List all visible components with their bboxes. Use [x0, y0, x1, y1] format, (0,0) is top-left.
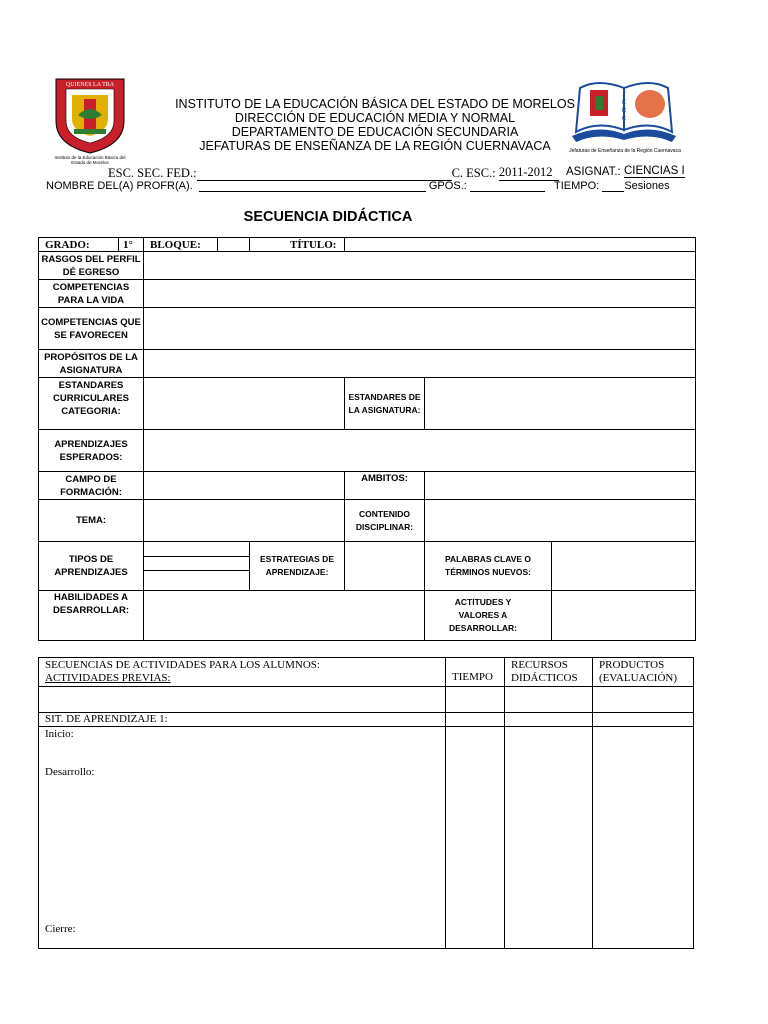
propositos-label: PROPÓSITOS DE LA ASIGNATURA: [39, 350, 144, 378]
svg-text:QUIENES LA TRA: QUIENES LA TRA: [65, 82, 115, 88]
tiempo-field[interactable]: [602, 179, 624, 192]
c-esc-value[interactable]: 2011-2012: [498, 165, 553, 179]
gpos-label: GPOS.:: [428, 180, 467, 192]
estandares-asignatura-label: ESTANDARES DE LA ASIGNATURA:: [345, 378, 425, 430]
bloque-label: BLOQUE:: [144, 238, 218, 252]
palabras-field[interactable]: [552, 542, 696, 591]
grado-label: GRADO:: [39, 238, 119, 252]
aprendizajes-field[interactable]: [144, 430, 696, 472]
sesiones-label: Sesiones: [624, 180, 670, 192]
nombre-label: NOMBRE DEL(A) PROFR(A).: [46, 180, 193, 192]
region-name: JEFATURAS DE ENSEÑANZA DE LA REGIÓN CUERNAVACA: [199, 139, 551, 153]
previas-productos-field[interactable]: [593, 687, 694, 713]
rasgos-field[interactable]: [144, 252, 696, 280]
activities-table: [38, 657, 694, 949]
right-logo-caption: Jefaturas de Enseñanza de la Región Cuernavaca: [569, 148, 681, 154]
cierre-label: Cierre:: [45, 923, 76, 935]
previas-label: ACTIVIDADES PREVIAS:: [45, 672, 171, 684]
titulo-field[interactable]: [345, 238, 696, 252]
tiempo-header: TIEMPO: [446, 658, 505, 687]
teacher-line: [46, 179, 670, 192]
tipos-label: TIPOS DE APRENDIZAJES: [39, 542, 144, 591]
tema-label: TEMA:: [39, 500, 144, 542]
c-esc-label: C. ESC.:: [451, 166, 496, 180]
competencias-favorecen-field[interactable]: [144, 308, 696, 350]
esc-sec-fed-label: ESC. SEC. FED.:: [108, 166, 197, 180]
competencias-vida-label: COMPETENCIAS PARA LA VIDA: [39, 280, 144, 308]
ieb-seal-logo: [50, 75, 130, 165]
planning-table: [38, 237, 696, 641]
previas-recursos-field[interactable]: [505, 687, 593, 713]
habilidades-field[interactable]: [144, 591, 425, 641]
aprendizajes-label: APRENDIZAJES ESPERADOS:: [39, 430, 144, 472]
estrategias-field[interactable]: [345, 542, 425, 591]
jerc-logo: [568, 74, 680, 158]
gpos-field[interactable]: [470, 179, 545, 192]
direction-name: DIRECCIÓN DE EDUCACIÓN MEDIA Y NORMAL: [234, 111, 516, 125]
estandares-curriculares-field[interactable]: [144, 378, 345, 430]
competencias-vida-field[interactable]: [144, 280, 696, 308]
inicio-label: Inicio:: [45, 728, 74, 740]
sit-productos-cell: [593, 713, 694, 727]
rasgos-label: RASGOS DEL PERFIL DÉ EGRESO: [39, 252, 144, 280]
recursos-header: RECURSOS DIDÁCTICOS: [505, 658, 593, 687]
page-title: SECUENCIA DIDÁCTICA: [243, 209, 413, 225]
left-logo-caption: Instituto de la Educación Básica del Estado de Morelos: [54, 155, 126, 165]
nombre-field[interactable]: [199, 179, 426, 192]
previas-tiempo-field[interactable]: [446, 687, 505, 713]
tipos-field[interactable]: [144, 542, 250, 591]
tiempo-label: TIEMPO:: [554, 180, 600, 192]
estandares-asignatura-field[interactable]: [425, 378, 696, 430]
contenido-field[interactable]: [425, 500, 696, 542]
sit-recursos-field[interactable]: [505, 727, 593, 949]
grado-value[interactable]: 1°: [119, 238, 144, 252]
ambitos-field[interactable]: [425, 472, 696, 500]
tema-field[interactable]: [144, 500, 345, 542]
competencias-favorecen-label: COMPETENCIAS QUE SE FAVORECEN: [39, 308, 144, 350]
bloque-field[interactable]: [218, 238, 250, 252]
contenido-label: CONTENIDO DISCIPLINAR:: [345, 500, 425, 542]
actitudes-label: ACTITUDES Y VALORES A DESARROLLAR:: [425, 591, 552, 641]
campo-label: CAMPO DE FORMACIÓN:: [39, 472, 144, 500]
department-name: DEPARTAMENTO DE EDUCACIÓN SECUNDARIA: [231, 125, 519, 139]
asignat-label: ASIGNAT.:: [566, 166, 621, 178]
institute-name: INSTITUTO DE LA EDUCACIÓN BÁSICA DEL ESTADO DE MORELOS: [175, 97, 575, 111]
svg-text:R: R: [621, 108, 627, 114]
sit-tiempo-cell: [446, 713, 505, 727]
estrategias-label: ESTRATEGIAS DE APRENDIZAJE:: [250, 542, 345, 591]
sit-tiempo-field[interactable]: [446, 727, 505, 949]
palabras-label: PALABRAS CLAVE O TÉRMINOS NUEVOS:: [425, 542, 552, 591]
actitudes-field[interactable]: [552, 591, 696, 641]
ambitos-label: AMBITOS:: [345, 472, 425, 500]
svg-text:C: C: [621, 116, 627, 122]
svg-text:J: J: [622, 92, 626, 98]
productos-header: PRODUCTOS (EVALUACIÓN): [593, 658, 694, 687]
titulo-label: TÍTULO:: [250, 238, 345, 252]
propositos-field[interactable]: [144, 350, 696, 378]
sit-productos-field[interactable]: [593, 727, 694, 949]
desarrollo-label: Desarrollo:: [45, 766, 95, 778]
asignat-value[interactable]: CIENCIAS I: [623, 165, 685, 177]
sit-aprendizaje-label: SIT. DE APRENDIZAJE 1:: [39, 713, 446, 727]
sit-activities-field[interactable]: [39, 727, 446, 949]
habilidades-label: HABILIDADES A DESARROLLAR:: [39, 591, 144, 641]
asignat-line: [566, 165, 685, 178]
estandares-curriculares-label: ESTANDARES CURRICULARES CATEGORIA:: [39, 378, 144, 430]
sit-recursos-cell: [505, 713, 593, 727]
previas-field[interactable]: [39, 687, 446, 713]
secuencias-header: [39, 658, 446, 687]
svg-text:E: E: [621, 100, 627, 106]
secuencias-label: SECUENCIAS DE ACTIVIDADES PARA LOS ALUMNOS:: [45, 659, 320, 671]
campo-field[interactable]: [144, 472, 345, 500]
